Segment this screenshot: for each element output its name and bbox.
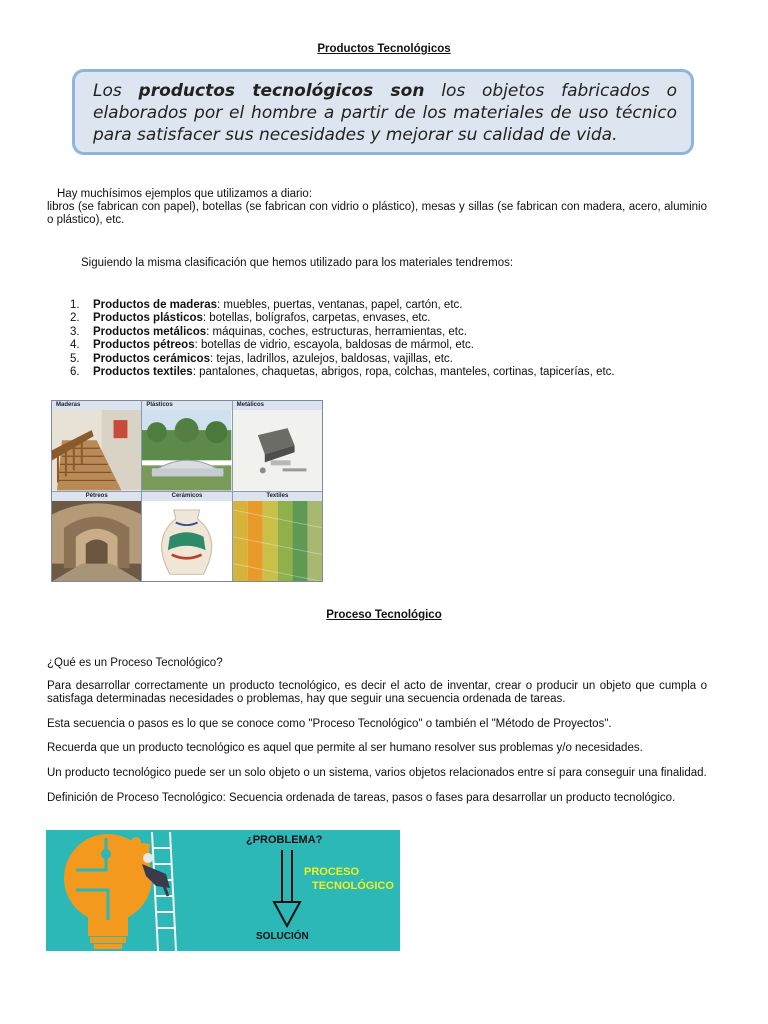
- product-name: Productos metálicos: [93, 325, 207, 338]
- process-label: [304, 865, 394, 893]
- process-label-line1: PROCESO: [304, 866, 360, 878]
- list-item: [70, 299, 690, 312]
- definition-text-start: Los: [93, 81, 139, 101]
- product-items: : botellas de vidrio, escayola, baldosas de mármol, etc.: [194, 339, 474, 352]
- metal-tools-image: [233, 410, 322, 491]
- product-items: : botellas, bolígrafos, carpetas, envases, etc.: [202, 312, 431, 325]
- greenhouse-image: [142, 410, 231, 491]
- definition-box: [72, 69, 694, 155]
- definition-bold-term: productos tecnológicos son: [138, 81, 425, 101]
- definition-text-rest: los objetos fabricados o elaborados por el hombre a partir de los materiales de uso técnico para satisfacer sus necesidades y mejorar su calidad de vida.: [93, 81, 678, 145]
- examples-text: libros (se fabrican con papel), botellas (se fabrican con vidrio o plástico), mesas y sillas (se fabrican con madera, acero, aluminio o plástico), etc.: [47, 201, 707, 226]
- list-item: [70, 353, 690, 366]
- stone-arches-image: [52, 501, 141, 582]
- materials-image-grid: [51, 400, 323, 582]
- list-item: [70, 326, 690, 339]
- grid-cell-textiles: [233, 492, 322, 582]
- wooden-stairs-image: [52, 410, 141, 491]
- paragraph-4: Un producto tecnológico puede ser un solo objeto o un sistema, varios objetos relacionados entre sí para conseguir una finalidad.: [47, 767, 707, 779]
- grid-label: Textiles: [233, 492, 322, 501]
- grid-label: Maderas: [52, 401, 141, 410]
- list-number: 1.: [70, 299, 80, 311]
- ceramic-vase-image: [142, 501, 231, 582]
- paragraph-5: Definición de Proceso Tecnológico: Secuencia ordenada de tareas, pasos o fases para desarrollar un producto tecnológico.: [47, 792, 676, 804]
- grid-label: Metálicos: [233, 401, 322, 410]
- paragraph-2: Esta secuencia o pasos es lo que se conoce como "Proceso Tecnológico" o también el "Método de Proyectos".: [47, 718, 612, 730]
- grid-cell-petreos: [52, 492, 141, 582]
- list-number: 5.: [70, 352, 80, 365]
- list-number: 6.: [70, 365, 80, 378]
- classification-text: Siguiendo la misma clasificación que hemos utilizado para los materiales tendremos:: [81, 257, 514, 269]
- paragraph-3: Recuerda que un producto tecnológico es aquel que permite al ser humano resolver sus problemas y/o necesidades.: [47, 742, 643, 754]
- list-number: 4.: [70, 339, 80, 352]
- process-banner: [46, 830, 400, 951]
- product-name: Productos cerámicos: [93, 352, 210, 365]
- product-items: : pantalones, chaquetas, abrigos, ropa, colchas, manteles, cortinas, tapicerías, etc.: [192, 365, 615, 378]
- product-items: : tejas, ladrillos, azulejos, baldosas, vajillas, etc.: [209, 352, 453, 365]
- grid-label: Pétreos: [52, 492, 141, 501]
- product-name: Productos plásticos: [93, 312, 203, 325]
- question-text: ¿Qué es un Proceso Tecnológico?: [47, 657, 223, 669]
- product-items: : muebles, puertas, ventanas, papel, cartón, etc.: [216, 299, 463, 311]
- list-number: 3.: [70, 325, 80, 338]
- textiles-image: [233, 501, 322, 582]
- list-number: 2.: [70, 312, 80, 325]
- grid-label: Plásticos: [142, 401, 231, 410]
- process-label-line2: TECNOLÓGICO: [312, 880, 394, 892]
- grid-label: Cerámicos: [142, 492, 231, 501]
- section-title-productos: Productos Tecnológicos: [317, 43, 451, 55]
- section-title-proceso: Proceso Tecnológico: [326, 609, 442, 621]
- paragraph-1: Para desarrollar correctamente un producto tecnológico, es decir el acto de inventar, crear o producir un objeto que cumpla o satisfaga determinadas necesidades o problemas, hay que seguir una secuencia ordenada de tareas.: [47, 680, 707, 705]
- grid-cell-ceramicos: [142, 492, 231, 582]
- problem-label: ¿PROBLEMA?: [246, 834, 323, 846]
- solution-label: SOLUCIÓN: [256, 931, 309, 942]
- product-name: Productos textiles: [93, 365, 193, 378]
- examples-intro: Hay muchísimos ejemplos que utilizamos a diario:: [57, 188, 313, 200]
- list-item: [70, 366, 690, 379]
- grid-cell-metalicos: [233, 401, 322, 491]
- grid-cell-maderas: [52, 401, 141, 491]
- list-item: [70, 339, 690, 352]
- product-items: : máquinas, coches, estructuras, herramientas, etc.: [206, 325, 467, 338]
- product-name: Productos de maderas: [93, 299, 217, 311]
- grid-cell-plasticos: [142, 401, 231, 491]
- product-name: Productos pétreos: [93, 339, 195, 352]
- products-list: [70, 299, 690, 379]
- list-item: [70, 312, 690, 325]
